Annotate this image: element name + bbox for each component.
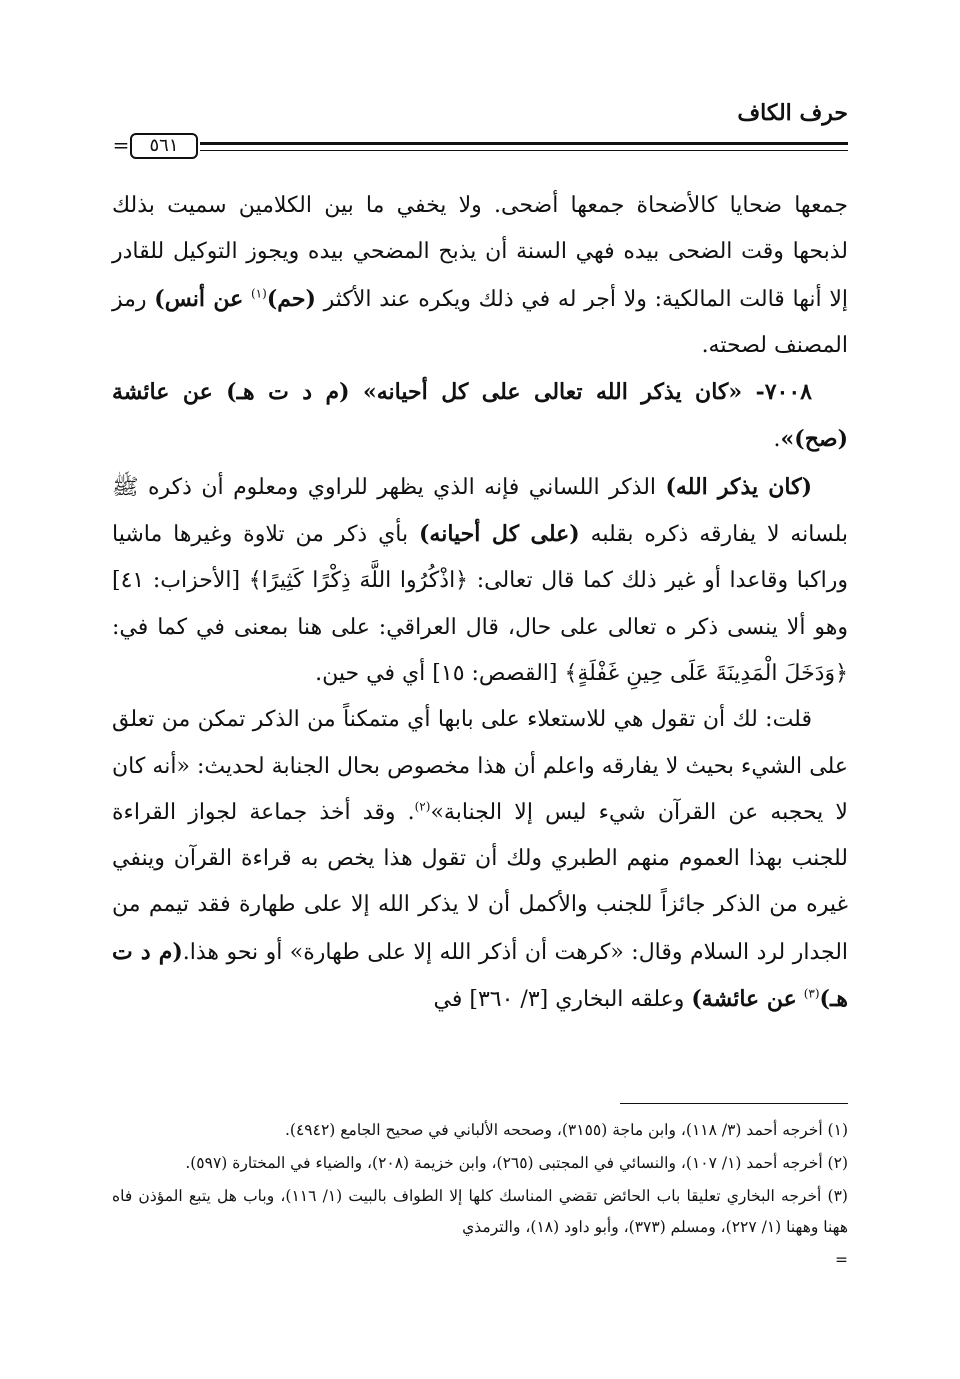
header-rule [112,133,848,159]
hadith-heading: ٧٠٠٨- «كان يذكر الله تعالى على كل أحيانه» (م د ت هـ) عن عائشة (صح)». [112,379,848,453]
page-number: ٥٦١ [130,133,198,159]
paragraph-4: قلت: لك أن تقول هي للاستعلاء على بابها أي متمكناً من الذكر تمكن من تعلق على الشيء بحيث لا يفارقه واعلم أن هذا مخصوص بحال الجنابة لحديث: «أنه كان لا يحجبه عن القرآن شيء ليس إلا الجنابة»$^{(٢)}$. وقد أخذ جماعة لجواز القراءة للجنب بهذا العموم منهم الطبري ولك أن تقول هذا يخص به قراءة القرآن وينفي غيره من الذكر جائزاً للجنب والأكمل أن لا يذكر الله إلا على طهارة فقد تيمم من الجدار لرد السلام وقال: «كرهت أن أذكر الله إلا على طهارة» أو نحو هذا.(م د ت هـ)$^{(٣)}$ عن عائشة) وعلقه البخاري [٣/ ٣٦٠] في [112,707,849,1013]
source-code: (حم) [266,285,316,312]
source-code: (م د ت هـ) [112,938,848,1013]
footnote-ref-2: (٢) [414,799,431,814]
paragraph-1: جمعها ضحايا كالأضحاة جمعها أضحى. ولا يخفي ما بين الكلامين سميت بذلك لذبحها وقت الضحى بيده فهي السنة أن يذبح المضحي بيده ويجوز التوكيل للقادر إلا أنها قالت المالكية: ولا أجر له في ذلك ويكره عند الأكثر (حم)$^{(١)}$ عن أنس) رمز المصنف لصحته. [112,193,848,358]
running-head: حرف الكاف [737,100,848,126]
footnotes [112,1115,848,1276]
footnote-ref-1: (١) [250,286,267,301]
quoted-term: (كان يذكر الله) [665,473,813,500]
main-text [112,183,848,1023]
double-rule-line [200,142,848,151]
narrator: عن أنس) [154,285,244,312]
footnote-1: (١) أخرجه أحمد (٣/ ١١٨)، وابن ماجة (٣١٥٥)، وصححه الألباني في صحيح الجامع (٤٩٤٢). [285,1121,848,1139]
quoted-term: (على كل أحيانه) [419,521,580,548]
footnote-3: (٣) أخرجه البخاري تعليقا باب الحائض تقضي المناسك كلها إلا الطواف بالبيت (١/ ١١٦)، وباب هل يتبع المؤذن فاه ههنا وههنا (١/ ٢٢٧)، ومسلم (٣٧٣)، وأبو داود (١٨)، والترمذي [112,1187,848,1236]
footnote-2: (٢) أخرجه أحمد (١/ ١٠٧)، والنسائي في المجتبى (٢٦٥)، وابن خزيمة (٢٠٨)، والضياء في المختارة (٥٩٧). [185,1154,848,1172]
equals-mark: = [112,133,130,157]
continuation-mark: = [835,1251,848,1269]
paragraph-3: (كان يذكر الله) الذكر اللساني فإنه الذي يظهر للراوي ومعلوم أن ذكره ﷺ بلسانه لا يفارقه ذكره بقلبه (على كل أحيانه) بأي ذكر من تلاوة وغيرها ماشيا وراكبا وقاعدا أو غير ذلك كما قال تعالى: ﴿اذْكُرُوا اللَّهَ ذِكْرًا كَثِيرًا﴾ [الأحزاب: ٤١] وهو ألا ينسى ذكر ه تعالى على حال، قال العراقي: على هنا بمعنى في كما في: ﴿وَدَخَلَ الْمَدِينَةَ عَلَى حِينِ غَفْلَةٍ﴾ [القصص: ١٥] أي في حين. [112,473,848,686]
narrator: عن عائشة) [691,986,797,1013]
footnote-separator [620,1103,848,1104]
footnote-ref-3: (٣) [803,986,820,1001]
